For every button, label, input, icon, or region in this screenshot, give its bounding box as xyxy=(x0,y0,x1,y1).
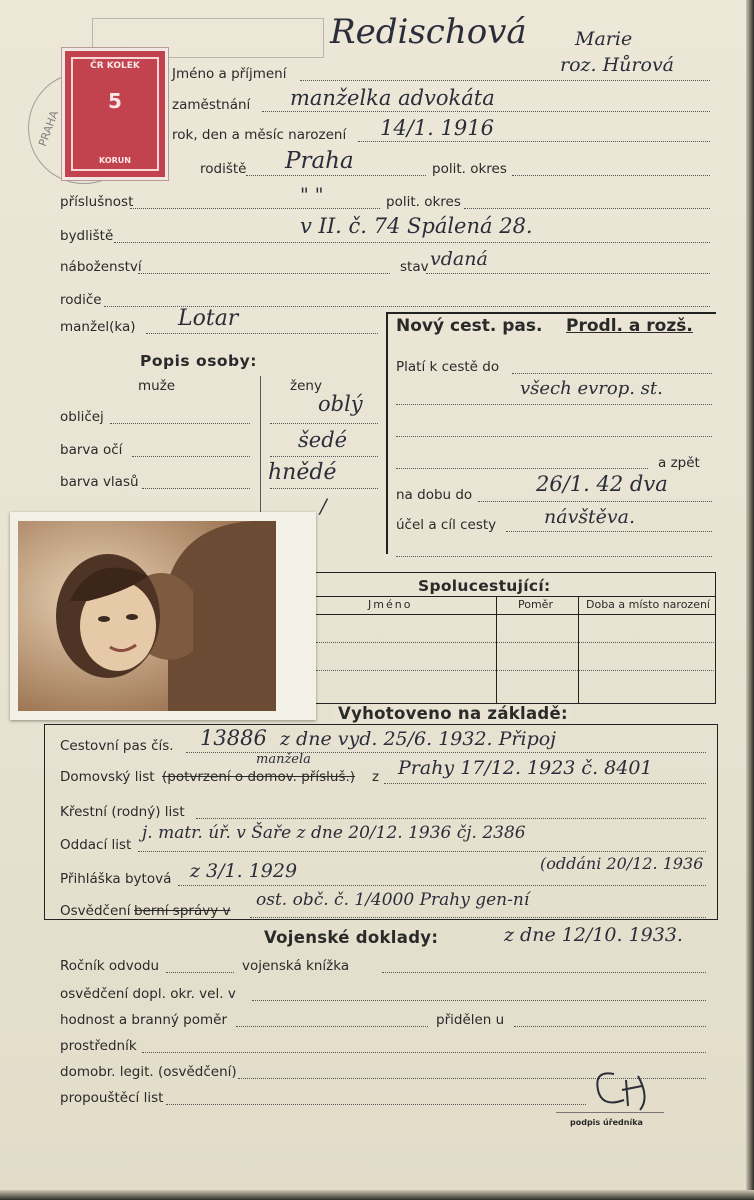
description-female-column: ženy xyxy=(290,378,322,394)
eyes-value: šedé xyxy=(298,428,348,452)
birthplace-label: rodiště xyxy=(200,161,247,177)
revenue-stamp-border xyxy=(71,57,159,171)
eyes-male-line xyxy=(132,456,250,457)
portrait-photo xyxy=(18,521,276,711)
tax-value: ost. obč. č. 1/4000 Prahy gen-ní xyxy=(256,890,530,910)
eyes-female-line xyxy=(270,456,378,457)
photo-mount xyxy=(10,512,316,720)
description-column-divider xyxy=(260,376,261,516)
registration-value: z 3/1. 1929 xyxy=(190,860,298,882)
spouse-value: Lotar xyxy=(178,306,239,331)
name-line xyxy=(300,80,710,81)
religion-label: náboženství xyxy=(60,259,142,275)
purpose-line xyxy=(506,531,712,532)
companions-col-birth: Doba a místo narození xyxy=(586,598,710,611)
religion-line xyxy=(138,273,390,274)
hair-value: hnědé xyxy=(268,460,337,485)
birthdate-line xyxy=(358,141,710,142)
hair-female-line xyxy=(270,488,378,489)
description-male-column: muže xyxy=(138,378,176,394)
companions-heading: Spolucestující: xyxy=(418,577,551,595)
nationality-line xyxy=(130,208,380,209)
intermediary-label: prostředník xyxy=(60,1038,137,1054)
assigned-label: přidělen u xyxy=(436,1012,505,1028)
companions-col-divider-2 xyxy=(578,596,579,704)
purpose-value: návštěva. xyxy=(544,506,636,528)
supplementary-cert-line xyxy=(252,1000,706,1001)
baptism-line xyxy=(196,818,706,819)
birthplace-value: Praha xyxy=(285,148,354,174)
district2-line xyxy=(464,208,710,209)
intermediary-line xyxy=(142,1052,706,1053)
signature-line xyxy=(556,1112,664,1113)
draft-year-line xyxy=(166,972,234,973)
duration-line xyxy=(478,501,712,502)
purpose-label: účel a cíl cesty xyxy=(396,517,497,533)
valid-label: Platí k cestě do xyxy=(396,359,500,375)
return-line xyxy=(396,468,648,469)
companions-columns-line xyxy=(314,614,716,615)
discharge-label: propouštěcí list xyxy=(60,1090,164,1106)
new-passport-heading: Nový cest. pas. xyxy=(396,316,543,336)
valid-line-2 xyxy=(396,404,712,405)
description-extra-mark: / xyxy=(320,494,327,518)
revenue-stamp xyxy=(62,48,168,180)
status-line xyxy=(426,273,710,274)
domov-z: z xyxy=(372,769,380,785)
description-heading: Popis osoby: xyxy=(140,352,257,370)
companions-col-divider-1 xyxy=(496,596,497,704)
military-book-label: vojenská knížka xyxy=(242,958,350,974)
occupation-label: zaměstnání xyxy=(172,97,251,113)
marriage-label: Oddací list xyxy=(60,837,132,853)
residence-value: v II. č. 74 Spálená 28. xyxy=(300,214,533,238)
nationality-label: příslušnost xyxy=(60,194,134,210)
face-label: obličej xyxy=(60,409,104,425)
tax-line xyxy=(250,917,706,918)
official-signature xyxy=(584,1060,664,1120)
rank-label: hodnost a branný poměr xyxy=(60,1012,228,1028)
passport-section-top-line xyxy=(386,312,716,314)
district-line xyxy=(512,175,710,176)
valid-line-3 xyxy=(396,436,712,437)
revenue-stamp-top: ČR KOLEK xyxy=(90,61,140,71)
valid-value: všech evrop. st. xyxy=(520,378,663,399)
name-label: Jméno a příjmení xyxy=(172,66,287,82)
status-value: vdaná xyxy=(430,248,488,270)
domov-label: Domovský list xyxy=(60,769,155,785)
signature-caption: podpis úředníka xyxy=(570,1118,643,1127)
occupation-line xyxy=(262,111,710,112)
page-edge-bottom xyxy=(0,1190,754,1200)
legion-label: domobr. legit. (osvědčení) xyxy=(60,1064,237,1080)
face-female-line xyxy=(270,423,378,424)
surname-value: Redischová xyxy=(330,12,527,52)
hair-male-line xyxy=(142,488,250,489)
military-heading: Vojenské doklady: xyxy=(264,928,439,947)
extension-heading: Prodl. a rozš. xyxy=(566,316,693,336)
district2-label: polit. okres xyxy=(386,194,461,210)
marriage-note: (oddáni 20/12. 1936 xyxy=(540,854,704,873)
registration-line xyxy=(178,885,706,886)
passport-number-label: Cestovní pas čís. xyxy=(60,738,174,754)
companions-header-line xyxy=(314,596,716,597)
birthplace-line xyxy=(246,175,426,176)
passport-number-detail: z dne vyd. 25/6. 1932. Připoj xyxy=(280,728,557,750)
draft-year-label: Ročník odvodu xyxy=(60,958,160,974)
spouse-label: manžel(ka) xyxy=(60,319,136,335)
return-label: a zpět xyxy=(658,455,700,471)
discharge-line xyxy=(166,1104,586,1105)
assigned-line xyxy=(514,1026,706,1027)
occupation-value: manželka advokáta xyxy=(290,86,495,110)
military-book-line xyxy=(382,972,706,973)
tax-struck: berní správy v xyxy=(134,903,231,919)
residence-line xyxy=(114,242,710,243)
passport-number-value: 13886 xyxy=(200,726,267,750)
spouse-line xyxy=(146,333,378,334)
military-heading-value: z dne 12/10. 1933. xyxy=(504,924,683,946)
revenue-stamp-value: 5 xyxy=(108,89,122,113)
birthdate-label: rok, den a měsíc narození xyxy=(172,127,347,143)
parents-label: rodiče xyxy=(60,292,102,308)
basis-heading: Vyhotoveno na základě: xyxy=(334,704,572,723)
companions-col-relation: Poměr xyxy=(518,598,553,611)
face-value: oblý xyxy=(318,392,363,416)
domov-insert: manžela xyxy=(256,752,311,767)
section-divider-vertical xyxy=(386,312,388,554)
marriage-value: j. matr. úř. v Šaře z dne 20/12. 1936 čj. 2386 xyxy=(142,823,526,843)
revenue-stamp-currency: KORUN xyxy=(99,156,131,165)
face-male-line xyxy=(110,423,250,424)
hair-label: barva vlasů xyxy=(60,474,139,490)
baptism-label: Křestní (rodný) list xyxy=(60,804,185,820)
registration-label: Přihláška bytová xyxy=(60,871,172,887)
birth-name-value: roz. Hůrová xyxy=(560,54,674,76)
eyes-label: barva očí xyxy=(60,442,123,458)
tax-label: Osvědčení xyxy=(60,903,131,919)
status-label: stav xyxy=(400,259,429,275)
marriage-line xyxy=(138,851,706,852)
supplementary-cert-label: osvědčení dopl. okr. vel. v xyxy=(60,986,236,1002)
rank-line xyxy=(236,1026,428,1027)
duration-value: 26/1. 42 dva xyxy=(536,472,668,496)
residence-label: bydliště xyxy=(60,228,114,244)
purpose-line-2 xyxy=(396,556,712,557)
seal-text: PRAHA xyxy=(36,108,62,149)
district-label: polit. okres xyxy=(432,161,507,177)
given-name-value: Marie xyxy=(575,28,633,50)
duration-label: na dobu do xyxy=(396,487,473,503)
domov-line xyxy=(384,783,706,784)
companions-row-2 xyxy=(316,670,714,671)
nationality-value: " " xyxy=(300,184,324,206)
domov-value: Prahy 17/12. 1923 č. 8401 xyxy=(398,757,653,779)
companions-row-1 xyxy=(316,642,714,643)
page-edge-right xyxy=(746,0,754,1200)
domov-struck: (potvrzení o domov. přísluš.) xyxy=(162,769,356,785)
portrait-photo-drawing xyxy=(18,521,276,711)
valid-line xyxy=(512,373,712,374)
companions-col-name: Jméno xyxy=(368,598,413,611)
birthdate-value: 14/1. 1916 xyxy=(380,116,494,140)
